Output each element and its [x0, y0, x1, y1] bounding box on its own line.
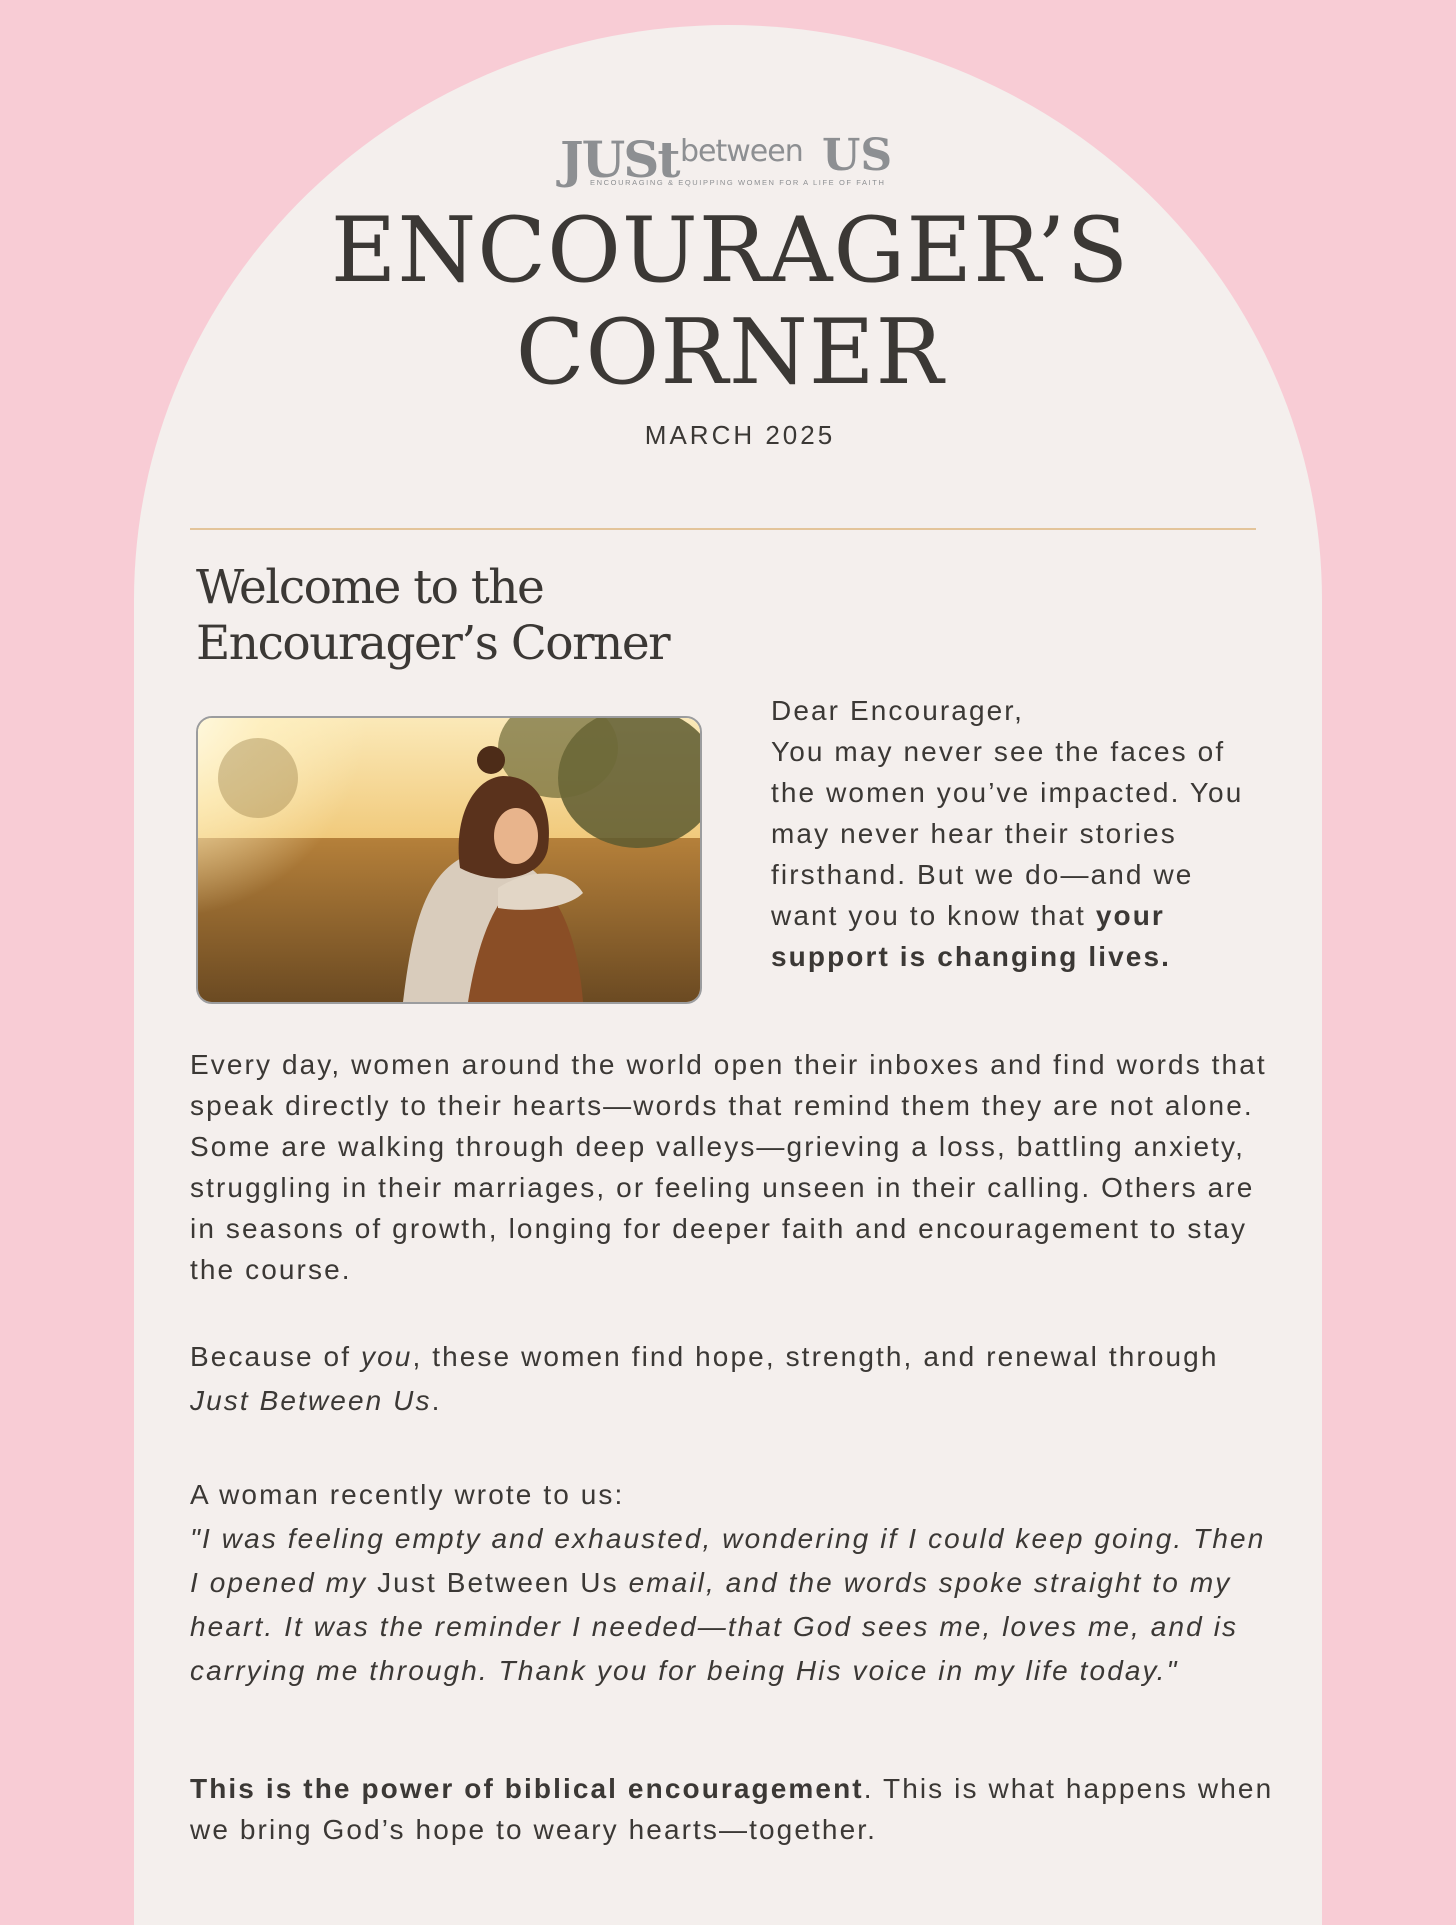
quote-part1: "I was feeling empty and exhausted, wondering if I could keep going. Then I opened my [190, 1523, 1266, 1598]
quote-part2: email, and the words spoke straight to my heart. It was the reminder I needed—that God sees me, loves me, and is carrying me through. Thank you for being His voice in my life today." [190, 1567, 1239, 1686]
logo-between: between [680, 134, 803, 169]
paragraph-because-of-you [190, 1335, 1280, 1423]
paragraph-testimony [190, 1473, 1280, 1693]
page-title [230, 200, 1230, 404]
title-line-2: CORNER [515, 300, 945, 405]
testimony-quote [190, 1517, 1280, 1693]
testimony-lead: A woman recently wrote to us: [190, 1479, 625, 1510]
power-bold: This is the power of biblical encouragement [190, 1773, 864, 1804]
issue-date: MARCH 2025 [644, 420, 836, 450]
intro-bold: your support is changing lives. [771, 900, 1171, 972]
logo-just: JUSt [560, 130, 679, 189]
just-between-us-logo [560, 128, 896, 190]
quote-brand: Just Between Us [377, 1567, 619, 1598]
p2-you: you [360, 1341, 413, 1372]
section-title-line-1: Welcome to the [196, 560, 544, 615]
intro-paragraph [771, 731, 1261, 977]
intro-text: You may never see the faces of the women you’ve impacted. You may never hear their stories firsthand. But we do—and we want you to know that [771, 736, 1244, 931]
paragraph-women-worldwide: Every day, women around the world open their inboxes and find words that speak directly to their hearts—words that remind them they are not alone. Some are walking through deep valleys—grieving a loss, battling anxiety, struggling in their marriages, or feeling unseen in their calling. Others are in seasons of growth, longing for deeper faith and encouragement to stay the course. [190, 1049, 1267, 1285]
paragraph-power [190, 1768, 1280, 1850]
divider [190, 528, 1256, 530]
p2-part2: , these women find hope, strength, and renewal through [412, 1341, 1219, 1372]
section-title [196, 560, 669, 672]
section-title-line-2: Encourager’s Corner [196, 616, 670, 671]
p2-part3: . [431, 1385, 442, 1416]
greeting: Dear Encourager, [771, 695, 1025, 726]
p2-part1: Because of [190, 1341, 361, 1372]
hug-photo [196, 716, 702, 1004]
title-line-1: ENCOURAGER’S [330, 198, 1130, 303]
intro-letter [771, 690, 1261, 977]
p2-brand: Just Between Us [190, 1385, 432, 1416]
logo-us: US [822, 130, 893, 181]
power-rest: . This is what happens when we bring God’s hope to weary hearts—together. [190, 1773, 1274, 1845]
logo-tagline: ENCOURAGING & EQUIPPING WOMEN FOR A LIFE OF FAITH [590, 178, 886, 187]
sunset-hug-image [198, 718, 700, 1002]
